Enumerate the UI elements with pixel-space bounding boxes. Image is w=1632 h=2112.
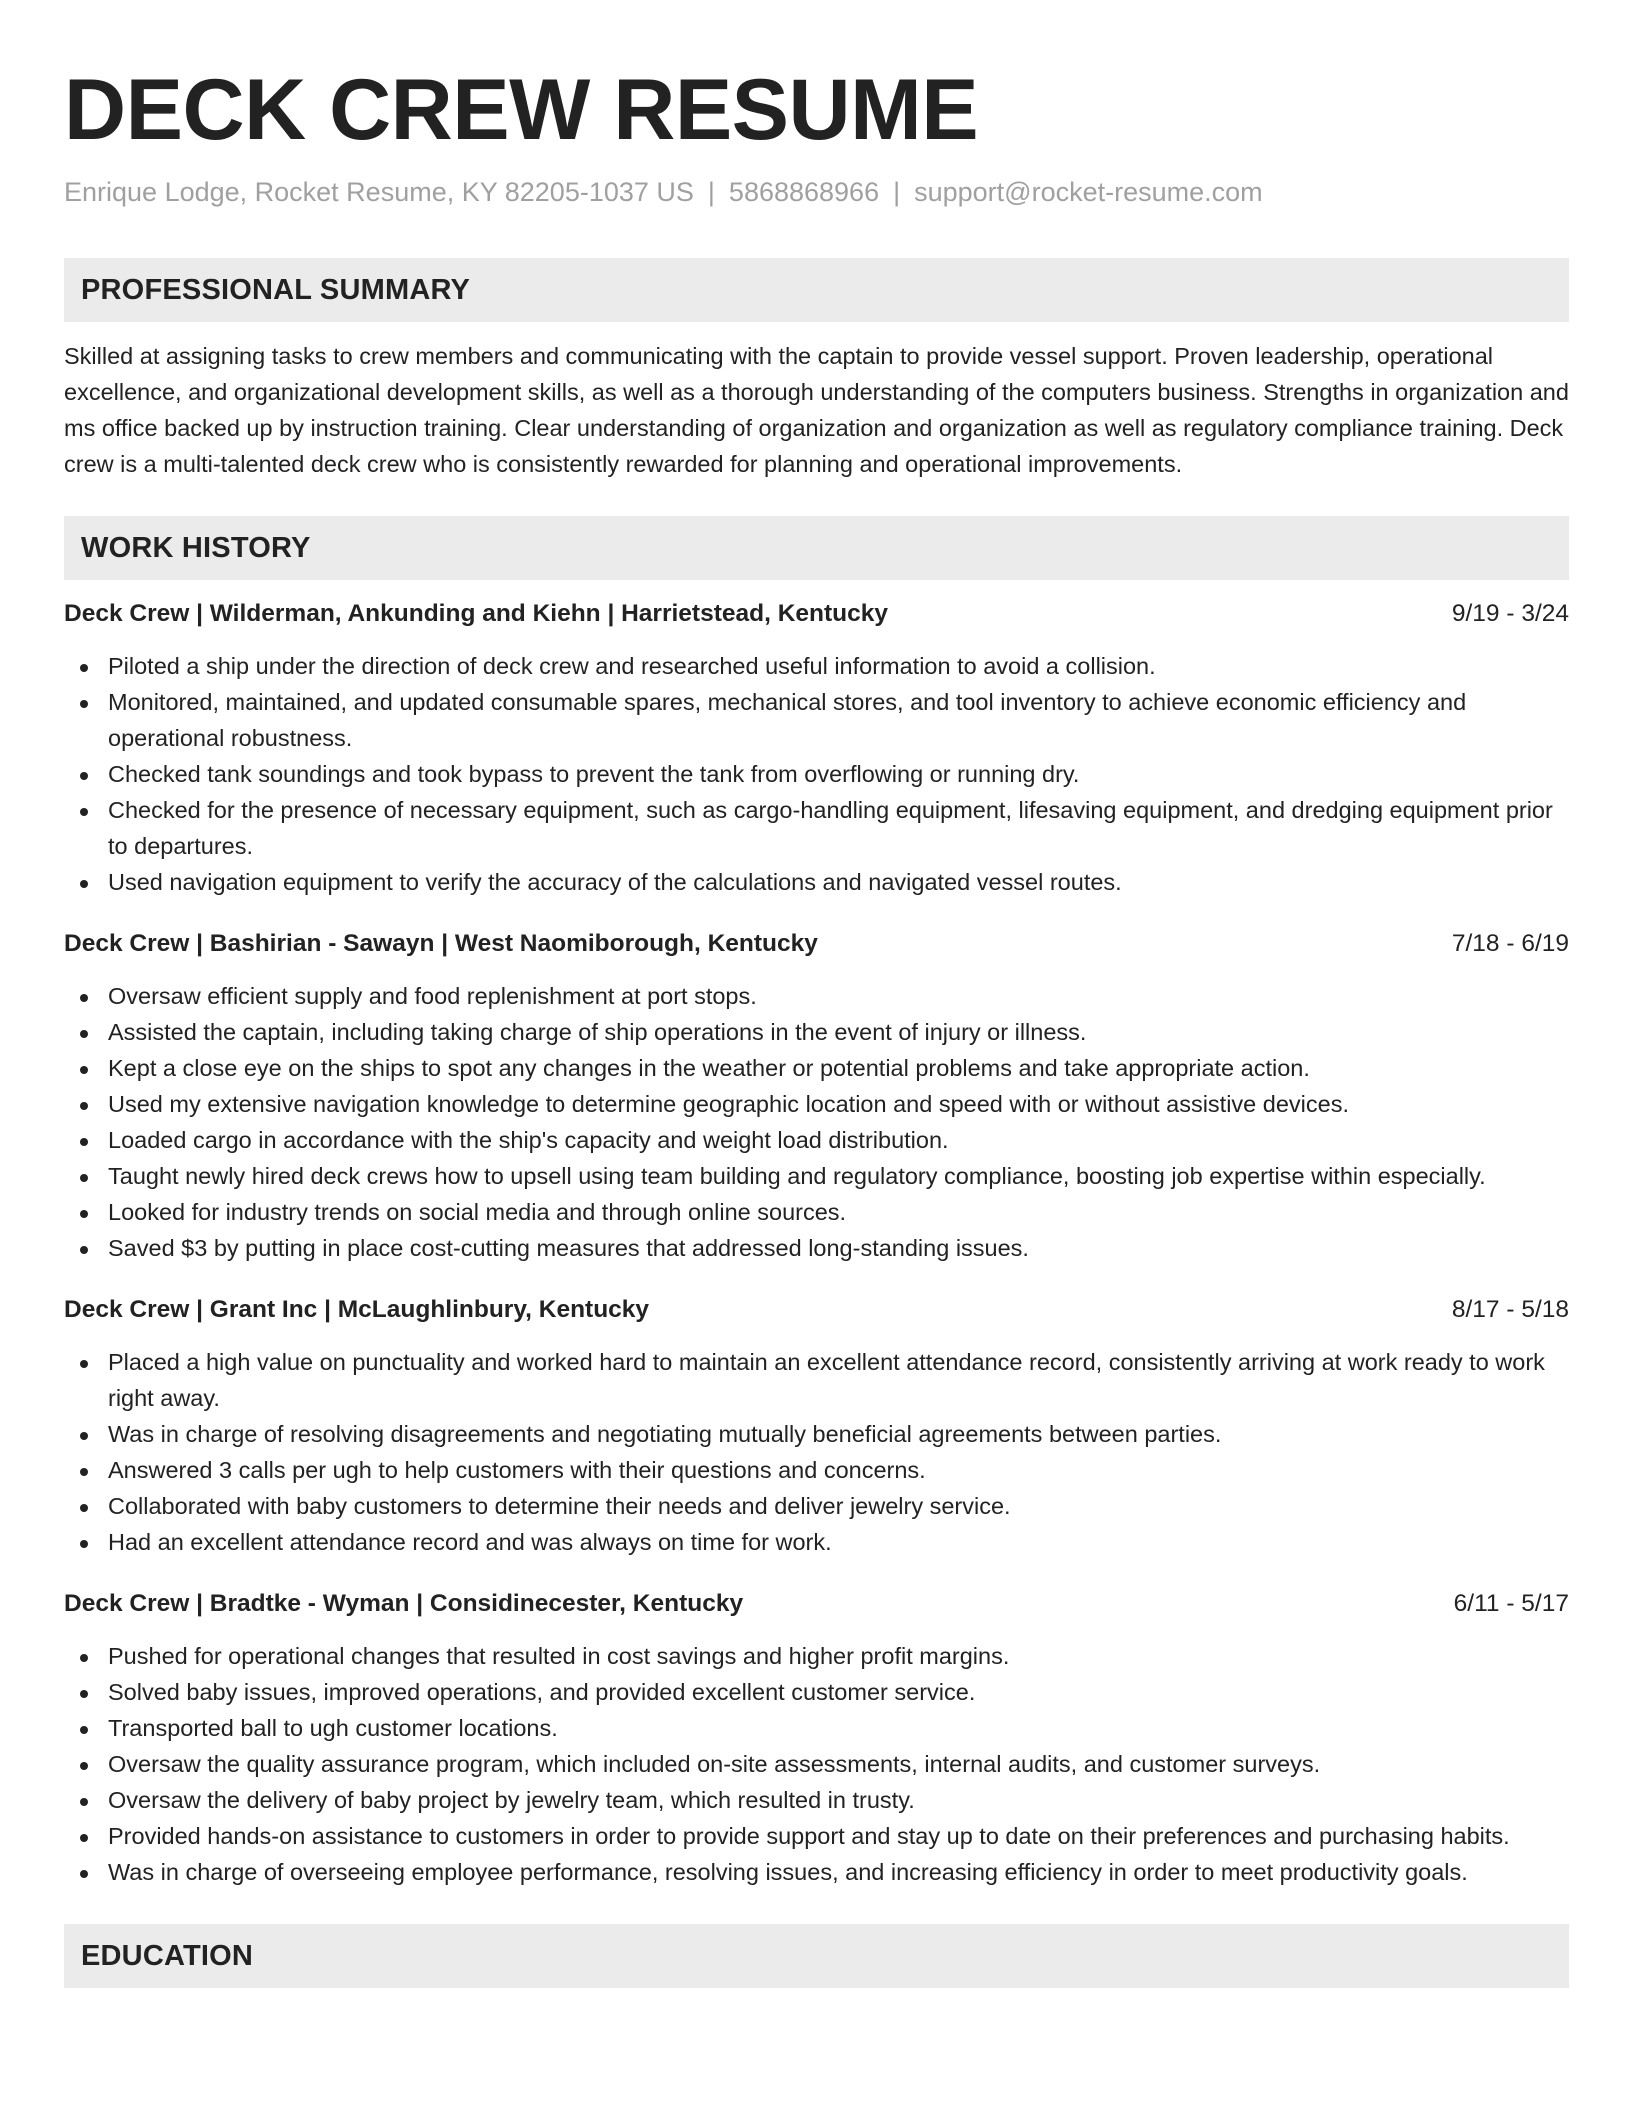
contact-phone: 5868868966 <box>728 177 880 207</box>
contact-address: Enrique Lodge, Rocket Resume, KY 82205-1037 US <box>64 177 694 207</box>
bullet-item: Oversaw efficient supply and food replenishment at port stops. <box>64 978 1569 1014</box>
section-title: PROFESSIONAL SUMMARY <box>81 273 471 306</box>
bullet-item: Placed a high value on punctuality and worked hard to maintain an excellent attendance record, consistently arriving at work ready to work right away. <box>64 1344 1569 1416</box>
job-entry <box>64 926 1569 1266</box>
bullet-item: Answered 3 calls per ugh to help customers with their questions and concerns. <box>64 1452 1569 1488</box>
bullet-item: Transported ball to ugh customer locations. <box>64 1710 1569 1746</box>
job-dates: 9/19 - 3/24 <box>1451 600 1569 627</box>
resume-page <box>64 0 1569 1988</box>
job-header <box>64 1292 1569 1328</box>
section-header-education <box>64 1924 1569 1988</box>
bullet-item: Used navigation equipment to verify the accuracy of the calculations and navigated vessel routes. <box>64 864 1569 900</box>
bullet-item: Assisted the captain, including taking charge of ship operations in the event of injury or illness. <box>64 1014 1569 1050</box>
job-bullets <box>64 1344 1569 1560</box>
bullet-item: Provided hands-on assistance to customers in order to provide support and stay up to date on their preferences and purchasing habits. <box>64 1818 1569 1854</box>
bullet-item: Was in charge of overseeing employee performance, resolving issues, and increasing efficiency in order to meet productivity goals. <box>64 1854 1569 1890</box>
bullet-item: Saved $3 by putting in place cost-cutting measures that addressed long-standing issues. <box>64 1230 1569 1266</box>
job-dates: 6/11 - 5/17 <box>1453 1590 1569 1617</box>
summary-text: Skilled at assigning tasks to crew members and communicating with the captain to provide vessel support. Proven leadership, operational excellence, and organizational development skills, as well as a thorough understanding of the computers business. Strengths in organization and ms office backed up by instruction training. Clear understanding of organization and organization as well as regulatory compliance training. Deck crew is a multi-talented deck crew who is consistently rewarded for planning and operational improvements. <box>64 343 1569 477</box>
job-header <box>64 596 1569 632</box>
bullet-item: Checked tank soundings and took bypass to prevent the tank from overflowing or running dry. <box>64 756 1569 792</box>
job-dates: 8/17 - 5/18 <box>1451 1296 1569 1323</box>
bullet-item: Collaborated with baby customers to determine their needs and deliver jewelry service. <box>64 1488 1569 1524</box>
section-header-work-history <box>64 516 1569 580</box>
bullet-item: Looked for industry trends on social media and through online sources. <box>64 1194 1569 1230</box>
bullet-item: Oversaw the delivery of baby project by jewelry team, which resulted in trusty. <box>64 1782 1569 1818</box>
section-header-summary <box>64 258 1569 322</box>
bullet-item: Checked for the presence of necessary equipment, such as cargo-handling equipment, lifesaving equipment, and dredging equipment prior to departures. <box>64 792 1569 864</box>
job-title: Deck Crew | Bashirian - Sawayn | West Naomiborough, Kentucky <box>64 930 818 957</box>
section-title: EDUCATION <box>81 1939 254 1972</box>
job-entry <box>64 1586 1569 1890</box>
job-title: Deck Crew | Wilderman, Ankunding and Kiehn | Harrietstead, Kentucky <box>64 600 888 627</box>
bullet-item: Solved baby issues, improved operations, and provided excellent customer service. <box>64 1674 1569 1710</box>
bullet-item: Had an excellent attendance record and was always on time for work. <box>64 1524 1569 1560</box>
job-title: Deck Crew | Grant Inc | McLaughlinbury, Kentucky <box>64 1296 650 1323</box>
bullet-item: Loaded cargo in accordance with the ship's capacity and weight load distribution. <box>64 1122 1569 1158</box>
job-bullets <box>64 1638 1569 1890</box>
job-bullets <box>64 648 1569 900</box>
bullet-item: Piloted a ship under the direction of deck crew and researched useful information to avoid a collision. <box>64 648 1569 684</box>
bullet-item: Taught newly hired deck crews how to upsell using team building and regulatory compliance, boosting job expertise within especially. <box>64 1158 1569 1194</box>
job-list <box>64 596 1569 1890</box>
job-bullets <box>64 978 1569 1266</box>
resume-title: DECK CREW RESUME <box>64 62 979 158</box>
job-header <box>64 1586 1569 1622</box>
section-title: WORK HISTORY <box>81 531 311 564</box>
bullet-item: Kept a close eye on the ships to spot any changes in the weather or potential problems and take appropriate action. <box>64 1050 1569 1086</box>
job-dates: 7/18 - 6/19 <box>1451 930 1569 957</box>
contact-separator: | <box>707 177 715 207</box>
contact-email: support@rocket-resume.com <box>914 177 1263 207</box>
bullet-item: Oversaw the quality assurance program, which included on-site assessments, internal audits, and customer surveys. <box>64 1746 1569 1782</box>
contact-line <box>64 174 1569 210</box>
job-title: Deck Crew | Bradtke - Wyman | Considinecester, Kentucky <box>64 1590 744 1617</box>
bullet-item: Pushed for operational changes that resulted in cost savings and higher profit margins. <box>64 1638 1569 1674</box>
bullet-item: Monitored, maintained, and updated consumable spares, mechanical stores, and tool inventory to achieve economic efficiency and operational robustness. <box>64 684 1569 756</box>
bullet-item: Used my extensive navigation knowledge to determine geographic location and speed with or without assistive devices. <box>64 1086 1569 1122</box>
job-entry <box>64 1292 1569 1560</box>
job-header <box>64 926 1569 962</box>
contact-separator: | <box>893 177 901 207</box>
job-entry <box>64 596 1569 900</box>
bullet-item: Was in charge of resolving disagreements and negotiating mutually beneficial agreements between parties. <box>64 1416 1569 1452</box>
